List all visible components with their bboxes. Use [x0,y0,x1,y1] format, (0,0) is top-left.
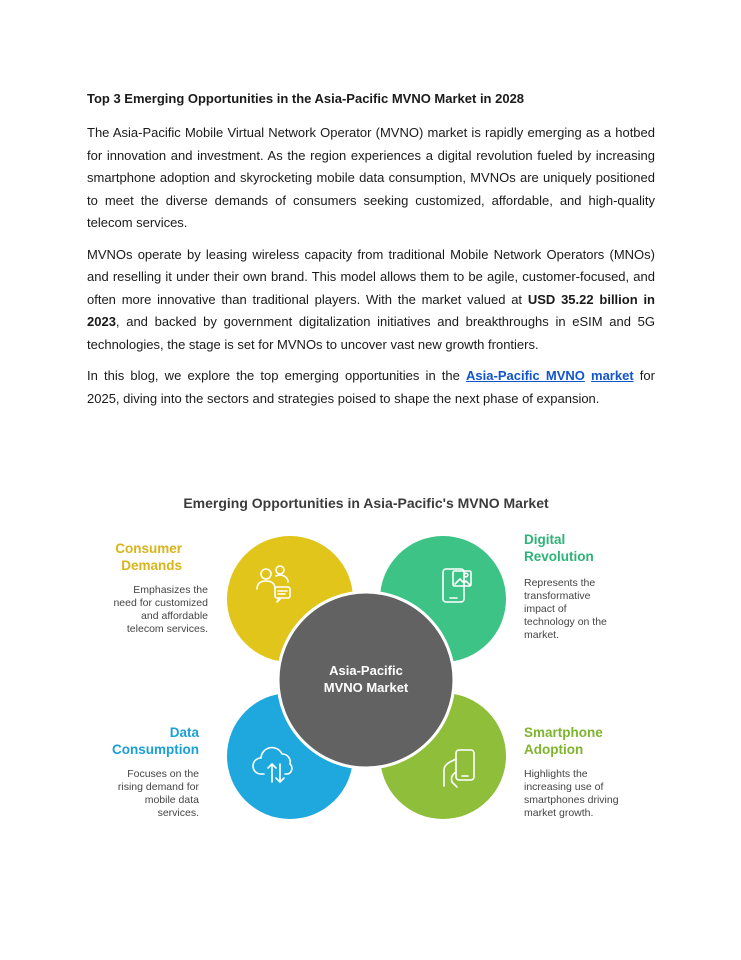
data-consumption-title [100,724,199,758]
smartphone-adoption-title-line2: Adoption [524,742,584,757]
consumer-demands-title-line2: Demands [121,558,182,573]
model-text-start: MVNOs operate by leasing wireless capacity from traditional Mobile Network Operators (MNOs) and reselling it under their own brand. This model allows them to be agile, customer-focused, and often more innovative than traditional players. With the market valued at [87,246,655,307]
model-text-end: , and backed by government digitalization initiatives and breakthroughs in eSIM and 5G technologies, the stage is set for MVNOs to uncover vast new growth frontiers. [87,314,655,352]
consumer-demands-desc-line: need for customized [113,597,208,609]
digital-revolution-title-line1: Digital [524,532,566,547]
blog-text-start: In this blog, we explore the top emerging opportunities in the [87,368,467,383]
smartphone-adoption-desc-line: increasing use of [524,781,604,793]
consumer-demands-desc-line: telecom services. [126,623,208,635]
model-paragraph [87,244,655,357]
consumer-demands-title [100,540,182,574]
data-consumption-title-line1: Data [169,725,199,740]
intro-paragraph [87,122,655,235]
infographic-title: Emerging Opportunities in Asia-Pacific's MVNO Market [183,495,549,511]
digital-revolution-desc-line: transformative [524,590,591,602]
article-title: Top 3 Emerging Opportunities in the Asia-Pacific MVNO Market in 2028 [87,91,525,106]
data-consumption-desc [100,768,199,820]
market-value-highlight: USD 35.22 billion in 2023 [87,291,655,329]
center-label-line2: MVNO Market [323,680,409,695]
digital-revolution-desc-line: market. [524,629,560,641]
smartphone-adoption-desc [524,768,636,820]
digital-revolution-title-line2: Revolution [524,549,594,564]
blog-text-end: for 2025, diving into the sectors and strategies poised to shape the next phase of expansion. [87,368,655,406]
digital-revolution-desc [524,577,634,642]
smartphone-adoption-title-line1: Smartphone [524,725,603,740]
consumer-demands-desc-line: and affordable [141,610,208,622]
smartphone-adoption-desc-line: smartphones driving [524,794,619,806]
smartphone-adoption-desc-line: Highlights the [524,768,588,780]
data-consumption-desc-line: services. [157,807,199,819]
blog-paragraph [87,365,655,410]
digital-revolution-desc-line: technology on the [524,616,607,628]
data-consumption-desc-line: mobile data [144,794,199,806]
smartphone-adoption-desc-line: market growth. [524,807,594,819]
intro-text: The Asia-Pacific Mobile Virtual Network Operator (MVNO) market is rapidly emerging as a hotbed for innovation and investment. As the region experiences a digital revolution fueled by increasing smartphone adoption and skyrocketing mobile data consumption, MVNOs are uniquely positioned to meet the diverse demands of consumers seeking customized, affordable, and high-quality telecom services. [87,125,655,230]
infographic [100,490,640,830]
article [87,90,655,419]
digital-revolution-desc-line: impact of [524,603,567,615]
center-label [286,662,446,696]
data-consumption-desc-line: Focuses on the [127,768,199,780]
consumer-demands-desc [100,584,208,636]
asia-pacific-mvno-link[interactable]: Asia-Pacific MVNO [466,368,585,383]
center-label-line1: Asia-Pacific [329,663,403,678]
market-link[interactable]: market [591,368,634,383]
digital-revolution-title [524,531,634,565]
consumer-demands-title-line1: Consumer [115,541,182,556]
data-consumption-title-line2: Consumption [112,742,199,757]
data-consumption-desc-line: rising demand for [117,781,199,793]
consumer-demands-desc-line: Emphasizes the [133,584,208,596]
smartphone-adoption-title [524,724,634,758]
digital-revolution-desc-line: Represents the [524,577,596,589]
